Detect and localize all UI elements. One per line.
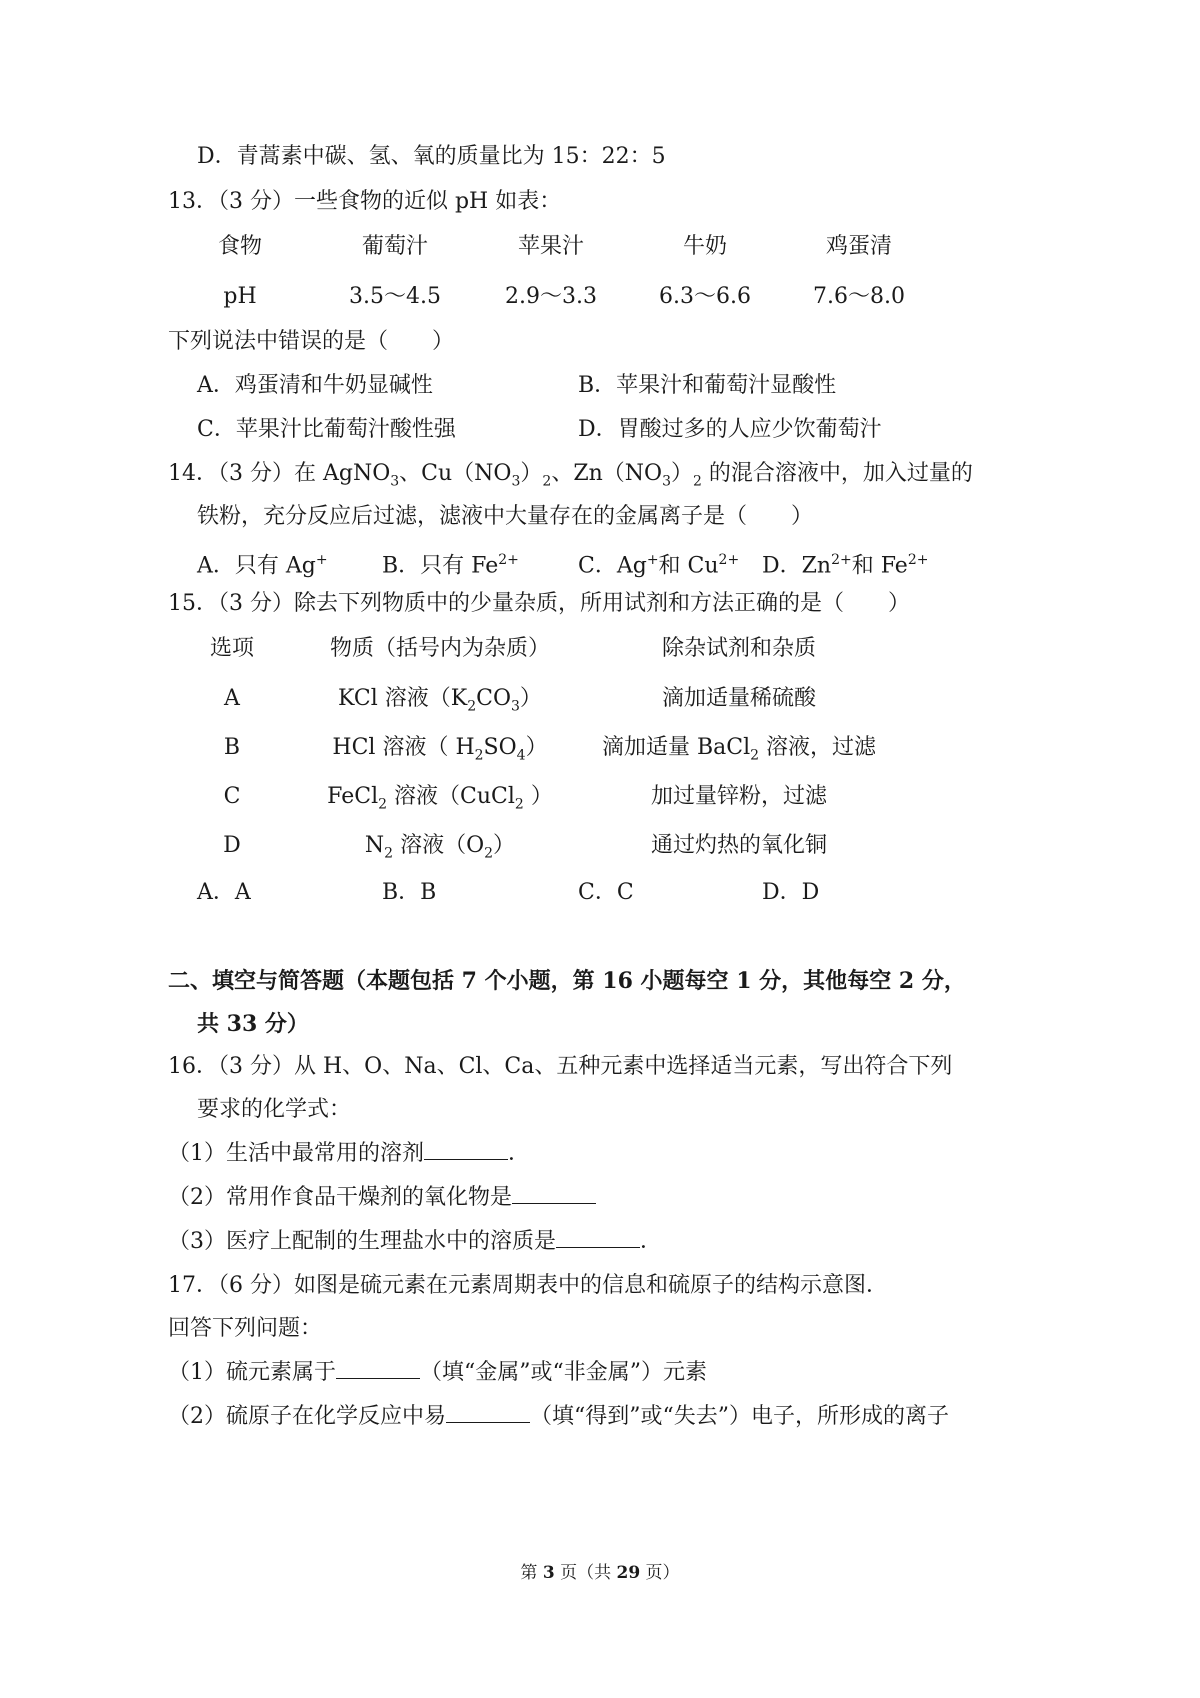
page-footer: 第 3 页（共 29 页） (520, 1563, 680, 1583)
q15-header-option: 选项 (209, 636, 255, 661)
q15-stem: 15．（3 分）除去下列物质中的少量杂质，所用试剂和方法正确的是（ ） (168, 591, 910, 616)
q13-header-milk: 牛奶 (682, 234, 728, 259)
section2-heading-line2: 共 33 分） (197, 1011, 309, 1037)
q15-option-d: D．D (762, 880, 820, 905)
q15-row-b-option: B (223, 735, 241, 760)
q13-row-label: pH (223, 284, 257, 309)
q16-stem-line1: 16．（3 分）从 H、O、Na、Cl、Ca、五种元素中选择适当元素，写出符合下列 (168, 1054, 953, 1079)
q13-ph-milk: 6.3～6.6 (659, 284, 751, 309)
answer-blank[interactable] (512, 1185, 596, 1204)
q13-header-food: 食物 (217, 234, 263, 259)
section2-heading-line1: 二、填空与简答题（本题包括 7 个小题，第 16 小题每空 1 分，其他每空 2 分， (168, 968, 966, 994)
q14-stem-line2: 铁粉，充分反应后过滤，滤液中大量存在的金属离子是（ ） (197, 504, 814, 529)
q15-row-a-option: A (224, 686, 240, 711)
q13-ask: 下列说法中错误的是（ ） (168, 329, 455, 354)
q13-option-c: C．苹果汁比葡萄汁酸性强 (197, 417, 456, 442)
q13-option-b: B．苹果汁和葡萄汁显酸性 (578, 373, 837, 398)
q12-option-d: D．青蒿素中碳、氢、氧的质量比为 15：22：5 (197, 144, 666, 169)
q13-ph-grape: 3.5～4.5 (349, 284, 441, 309)
q14-stem-line1: 14．（3 分）在 AgNO$_3$、$Cu(NO_3)_2$、$Zn(NO_3)_2$ 的混合溶液中，加入过量的 (168, 461, 973, 490)
q17-stem-line1: 17．（6 分）如图是硫元素在元素周期表中的信息和硫原子的结构示意图． (168, 1273, 888, 1298)
q13-header-grape: 葡萄汁 (361, 234, 429, 259)
q16-part1: （1）生活中最常用的溶剂 ． (168, 1141, 531, 1166)
q15-row-c-method: 加过量锌粉，过滤 (650, 784, 828, 809)
answer-blank[interactable] (446, 1404, 530, 1423)
q13-option-d: D．胃酸过多的人应少饮葡萄汁 (578, 417, 882, 442)
q17-part1: （1）硫元素属于 （填“金属”或“非金属”）元素 (168, 1360, 707, 1385)
q14-option-c: C．Ag+和 $Cu^{2+}$ (578, 552, 740, 579)
q15-option-c: C．C (578, 880, 634, 905)
q13-option-a: A．鸡蛋清和牛奶显碱性 (197, 373, 433, 398)
q15-option-a: A．A (197, 880, 251, 905)
answer-blank[interactable] (424, 1141, 508, 1160)
q15-row-a-substance: KCl 溶液$(K_2CO_3)$ (338, 686, 542, 715)
q15-row-c-substance: FeCl$_2$ 溶液（CuCl$_2$ ） (327, 784, 553, 813)
q15-row-d-substance: $N_2$ 溶液$(O_2)$ (364, 833, 516, 862)
q15-row-d-option: D (223, 833, 241, 858)
q13-header-egg: 鸡蛋清 (825, 234, 893, 259)
q17-part2: （2）硫原子在化学反应中易 （填“得到”或“失去”）电子，所形成的离子 (168, 1404, 949, 1429)
q14-option-d: D．$Zn^{2+}$和 $Fe^{2+}$ (762, 552, 929, 579)
q13-stem: 13．（3 分）一些食物的近似 pH 如表： (168, 189, 562, 214)
answer-blank[interactable] (336, 1360, 420, 1379)
q13-header-apple: 苹果汁 (517, 234, 585, 259)
q13-ph-apple: 2.9～3.3 (505, 284, 597, 309)
q15-header-substance: 物质（括号内为杂质） (329, 636, 551, 661)
q15-row-d-method: 通过灼热的氧化铜 (650, 833, 828, 858)
q13-ph-egg: 7.6～8.0 (813, 284, 905, 309)
q17-stem-line2: 回答下列问题： (168, 1316, 323, 1341)
q15-row-c-option: C (223, 784, 241, 809)
q15-row-b-substance: HCl 溶液（ $H_2SO_4$） (332, 735, 548, 764)
q15-row-b-method: 滴加适量 BaCl$_2$ 溶液，过滤 (601, 735, 877, 764)
q15-row-a-method: 滴加适量稀硫酸 (661, 686, 817, 711)
q14-option-a: A．只有 Ag+ (197, 552, 328, 579)
answer-blank[interactable] (556, 1229, 640, 1248)
q16-stem-line2: 要求的化学式： (197, 1097, 352, 1122)
q15-header-method: 除杂试剂和杂质 (661, 636, 817, 661)
q16-part2: （2）常用作食品干燥剂的氧化物是 (168, 1183, 596, 1213)
q14-option-b: B．只有 $Fe^{2+}$ (382, 552, 519, 579)
q16-part3: （3）医疗上配制的生理盐水中的溶质是 ． (168, 1229, 663, 1254)
q15-option-b: B．B (382, 880, 437, 905)
